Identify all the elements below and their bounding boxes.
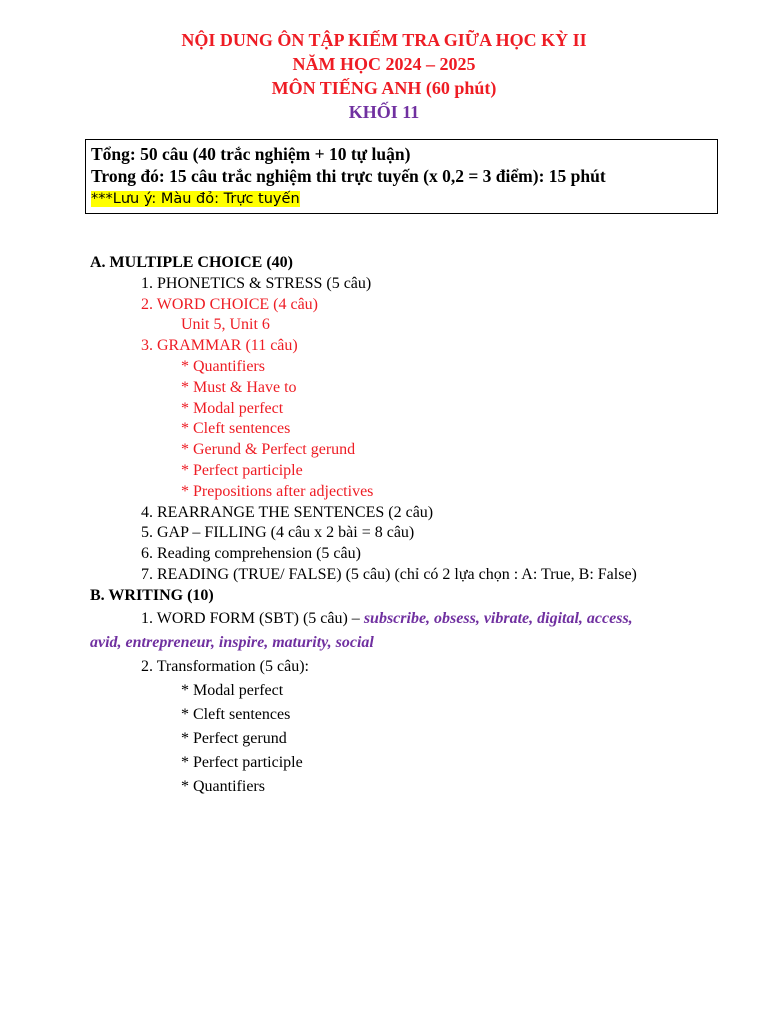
transformation-topic: * Cleft sentences <box>181 705 291 723</box>
word-form-words-1: subscribe, obsess, vibrate, digital, access, <box>363 609 633 627</box>
summary-online: Trong đó: 15 câu trắc nghiệm thi trực tuyến (x 0,2 = 3 điểm): 15 phút <box>91 166 606 186</box>
grammar-topic: * Gerund & Perfect gerund <box>181 441 356 459</box>
note-line <box>91 190 712 209</box>
grammar-topic: * Must & Have to <box>181 378 297 396</box>
section-a-item-2-sub: Unit 5, Unit 6 <box>181 316 270 334</box>
section-b-item-2: 2. Transformation (5 câu): <box>141 657 309 675</box>
grammar-topic: * Quantifiers <box>181 357 265 375</box>
grammar-topic: * Perfect participle <box>181 461 303 479</box>
word-form-label: 1. WORD FORM (SBT) (5 câu) – <box>141 609 364 627</box>
transformation-topic: * Modal perfect <box>181 681 284 699</box>
word-form-line-1 <box>141 607 710 631</box>
grammar-topic: * Prepositions after adjectives <box>181 482 374 500</box>
title-line-grade: KHỐI 11 <box>348 102 420 122</box>
transformation-topic: * Perfect gerund <box>181 729 287 747</box>
content-body <box>90 253 710 799</box>
word-form-line-2 <box>90 631 710 655</box>
section-a-item-2: 2. WORD CHOICE (4 câu) <box>141 295 319 313</box>
title-line-school-year: NĂM HỌC 2024 – 2025 <box>292 54 476 74</box>
section-a-heading: A. MULTIPLE CHOICE (40) <box>90 254 293 271</box>
section-a-item-7: 7. READING (TRUE/ FALSE) (5 câu) (chỉ có 2 lựa chọn : A: True, B: False) <box>141 565 637 583</box>
highlighted-note: ***Lưu ý: Màu đỏ: Trực tuyến <box>91 191 300 207</box>
word-form-words-2: avid, entrepreneur, inspire, maturity, social <box>90 633 374 651</box>
section-b-item-1 <box>90 607 710 655</box>
summary-box <box>85 139 718 214</box>
section-b-heading: B. WRITING (10) <box>90 586 214 604</box>
title-line-exam: NỘI DUNG ÔN TẬP KIẾM TRA GIỮA HỌC KỲ II <box>181 30 587 50</box>
section-a-item-5: 5. GAP – FILLING (4 câu x 2 bài = 8 câu) <box>141 524 415 542</box>
section-a-item-6: 6. Reading comprehension (5 câu) <box>141 545 361 563</box>
grammar-topic: * Cleft sentences <box>181 420 291 438</box>
section-a-item-3: 3. GRAMMAR (11 câu) <box>141 337 298 355</box>
transformation-topic: * Perfect participle <box>181 753 303 771</box>
transformation-topic: * Quantifiers <box>181 777 265 795</box>
grammar-topic: * Modal perfect <box>181 399 284 417</box>
title-line-subject: MÔN TIẾNG ANH (60 phút) <box>271 78 497 98</box>
section-a-item-1: 1. PHONETICS & STRESS (5 câu) <box>141 274 372 292</box>
document-title <box>0 28 768 124</box>
summary-total: Tổng: 50 câu (40 trắc nghiệm + 10 tự luận) <box>91 144 411 164</box>
section-a-item-4: 4. REARRANGE THE SENTENCES (2 câu) <box>141 503 434 521</box>
